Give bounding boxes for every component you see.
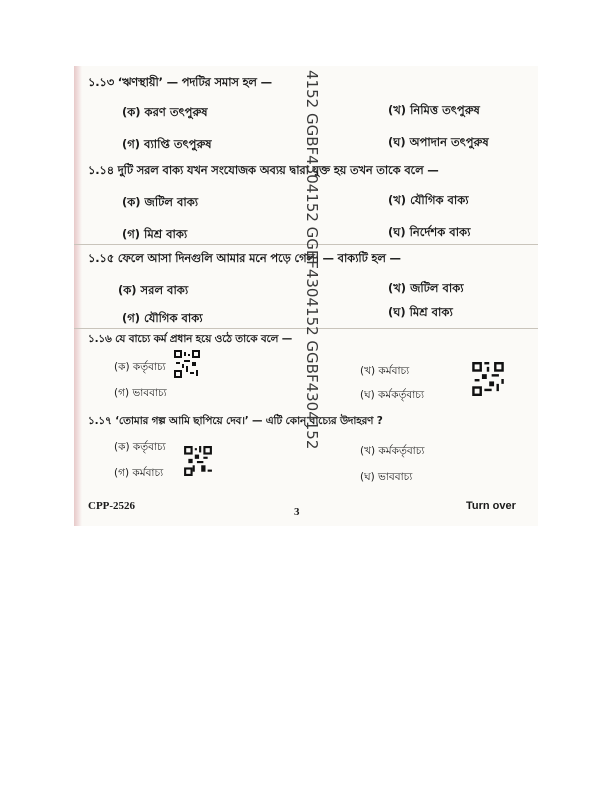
question-number: ১.১৩ bbox=[88, 75, 114, 89]
question-text: যে বাচ্যে কর্ম প্রধান হয়ে ওঠে তাকে বলে — bbox=[115, 333, 293, 345]
exam-page bbox=[74, 66, 538, 526]
question-number: ১.১৪ bbox=[88, 163, 114, 177]
option-gha: (ঘ) ভাববাচ্য bbox=[360, 471, 413, 483]
question-text: ‘ঋণস্থায়ী’ — পদটির সমাস হল — bbox=[117, 75, 272, 89]
page-edge-shadow bbox=[74, 66, 82, 526]
option-gha: (ঘ) অপাদান তৎপুরুষ bbox=[388, 135, 489, 149]
qr-code-icon bbox=[182, 446, 214, 476]
option-kha: (খ) জটিল বাক্য bbox=[388, 281, 464, 295]
option-gha: (ঘ) নির্দেশক বাক্য bbox=[388, 225, 471, 239]
turn-over-label: Turn over bbox=[466, 500, 516, 512]
paper-code: CPP-2526 bbox=[88, 500, 136, 512]
option-gha: (ঘ) কর্মকর্তৃবাচ্য bbox=[360, 389, 425, 401]
option-kha: (খ) কর্মকর্তৃবাচ্য bbox=[360, 445, 425, 457]
watermark-text: 4152 GGBF4304152 GGBF4304152 GGBF4304152 bbox=[303, 70, 321, 450]
option-kha: (খ) যৌগিক বাক্য bbox=[388, 193, 469, 207]
qr-code-icon bbox=[472, 362, 504, 396]
option-ka: (ক) জটিল বাক্য bbox=[122, 195, 199, 209]
option-ga: (গ) কর্মবাচ্য bbox=[114, 467, 164, 479]
option-gha: (ঘ) মিশ্র বাক্য bbox=[388, 305, 453, 319]
option-ka: (ক) করণ তৎপুরুষ bbox=[122, 105, 208, 119]
question-1-16 bbox=[88, 332, 292, 349]
option-ga: (গ) ভাববাচ্য bbox=[114, 387, 167, 399]
question-number: ১.১৭ bbox=[88, 415, 112, 427]
option-kha: (খ) নিমিত্ত তৎপুরুষ bbox=[388, 103, 480, 117]
question-1-13 bbox=[88, 74, 272, 93]
question-number: ১.১৫ bbox=[88, 251, 114, 265]
question-1-17 bbox=[88, 414, 383, 431]
option-kha: (খ) কর্মবাচ্য bbox=[360, 365, 410, 377]
question-number: ১.১৬ bbox=[88, 333, 112, 345]
question-text: ‘তোমার গল্প আমি ছাপিয়ে দেব।’ — এটি কোন্ বাচ্যের উদাহরণ ? bbox=[115, 415, 383, 427]
option-ga: (গ) যৌগিক বাক্য bbox=[122, 311, 203, 325]
option-ga: (গ) মিশ্র বাক্য bbox=[122, 227, 188, 241]
option-ga: (গ) ব্যাপ্তি তৎপুরুষ bbox=[122, 137, 212, 151]
question-1-15 bbox=[88, 250, 401, 269]
question-text: দুটি সরল বাক্য যখন সংযোজক অব্যয় দ্বারা যুক্ত হয় তখন তাকে বলে — bbox=[117, 163, 439, 177]
question-text: ফেলে আসা দিনগুলি আমার মনে পড়ে গেল। — বাক্যটি হল — bbox=[117, 251, 401, 265]
qr-code-icon bbox=[174, 350, 200, 378]
option-ka: (ক) সরল বাক্য bbox=[118, 283, 189, 297]
option-ka: (ক) কর্তৃবাচ্য bbox=[114, 361, 166, 373]
page-number: 3 bbox=[294, 506, 300, 518]
option-ka: (ক) কর্তৃবাচ্য bbox=[114, 441, 166, 453]
watermark bbox=[302, 66, 322, 526]
question-1-14 bbox=[88, 162, 439, 181]
